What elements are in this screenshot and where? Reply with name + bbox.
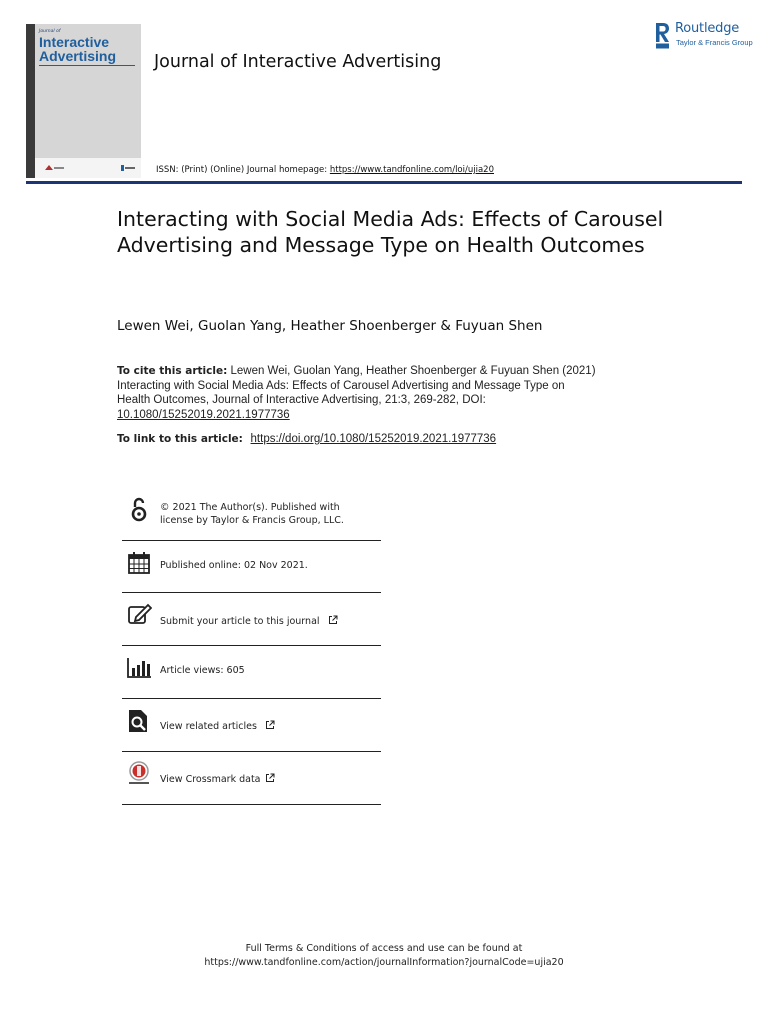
terms-link[interactable]: https://www.tandfonline.com/action/journalInformation?journalCode=ujia20 [204, 957, 564, 968]
crossmark-icon [126, 760, 152, 786]
bar-chart-icon [126, 655, 152, 681]
article-doi-link[interactable]: https://doi.org/10.1080/15252019.2021.1977736 [250, 433, 497, 445]
calendar-icon [126, 550, 152, 576]
article-link-line [117, 433, 496, 445]
edit-pencil-icon [126, 602, 152, 628]
publisher-group: Taylor & Francis Group [676, 38, 753, 47]
cover-publisher-logo-icon [121, 165, 135, 171]
views-item [122, 646, 381, 699]
citation-block [117, 364, 597, 422]
license-text [160, 502, 344, 527]
submit-text [160, 615, 338, 629]
cite-doi-link[interactable]: 10.1080/15252019.2021.1977736 [117, 408, 290, 421]
external-link-icon [265, 720, 275, 730]
cite-text: Lewen Wei, Guolan Yang, Heather Shoenberger & Fuyuan Shen (2021) Interacting with Social Media Ads: Effects of Carousel Advertising and Message Type on Health Outcomes, Journal of Interactive Advertising, 21:3, 269-282, DOI: [117, 365, 596, 406]
related-label: View related articles [160, 721, 257, 732]
license-item [122, 488, 381, 541]
license-line2: license by Taylor & Francis Group, LLC. [160, 514, 344, 526]
crossmark-text [160, 773, 275, 787]
related-text [160, 720, 275, 734]
cover-title-line1: Interactive [39, 34, 110, 50]
cover-society-logo-icon [43, 163, 65, 171]
cite-label: To cite this article: [117, 365, 228, 377]
submit-label: Submit your article to this journal [160, 616, 320, 627]
issn-line [156, 165, 494, 175]
published-item [122, 541, 381, 593]
article-authors: Lewen Wei, Guolan Yang, Heather Shoenberger & Fuyuan Shen [117, 318, 543, 334]
link-label: To link to this article: [117, 433, 247, 445]
cover-footer-band [35, 158, 141, 178]
related-search-icon [126, 708, 152, 734]
cover-rule [39, 65, 135, 66]
terms-line1: Full Terms & Conditions of access and use can be found at [245, 943, 523, 954]
published-text: Published online: 02 Nov 2021. [160, 560, 308, 571]
terms-footer [0, 942, 768, 970]
open-access-icon [126, 497, 152, 523]
journal-title: Journal of Interactive Advertising [154, 52, 442, 72]
related-item[interactable] [122, 699, 381, 752]
journal-homepage-link[interactable]: https://www.tandfonline.com/loi/ujia20 [329, 165, 494, 175]
article-title: Interacting with Social Media Ads: Effects of Carousel Advertising and Message Type on Health Outcomes [117, 207, 664, 257]
crossmark-label: View Crossmark data [160, 774, 261, 785]
cover-small-label: Journal of [39, 29, 61, 34]
issn-text: ISSN: (Print) (Online) Journal homepage: [156, 165, 330, 175]
header-divider [26, 181, 742, 184]
crossmark-item[interactable] [122, 752, 381, 805]
publisher-name: Routledge [675, 21, 740, 36]
views-text: Article views: 605 [160, 665, 245, 676]
external-link-icon [328, 615, 338, 625]
routledge-r-icon [654, 22, 670, 49]
submit-item[interactable] [122, 593, 381, 646]
cover-spine [26, 24, 35, 178]
license-line1: © 2021 The Author(s). Published with [160, 502, 340, 513]
external-link-icon [265, 773, 275, 783]
cover-title-line2: Advertising [39, 48, 117, 64]
publisher-logo[interactable] [654, 20, 754, 50]
journal-cover-thumbnail [26, 24, 141, 178]
